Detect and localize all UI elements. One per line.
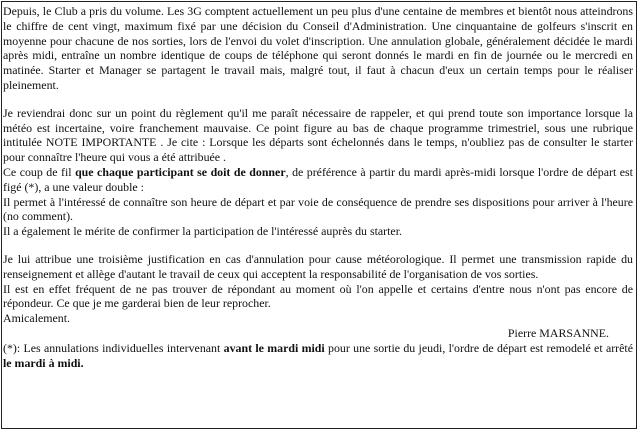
phone-call-text-start: Ce coup de fil [3, 164, 76, 179]
paragraph-first-benefit: Il permet à l'intéressé de connaître son heure de départ et par voie de conséquence de prendre ses dispositions pour arriver à l'heure (no comment). [3, 194, 633, 224]
paragraph-second-benefit: Il a également le mérite de confirmer la participation de l'intéressé auprès du starter. [3, 224, 402, 239]
paragraph-rule-reminder: Je reviendrai donc sur un point du règlement qu'il me paraît nécessaire de rappeler, et qui prend toute son importance lorsque la météo est incertaine, voire franchement mauvaise. Ce point figure au bas de chaque programme trimestriel, sous une rubrique intitulée NOTE IMPORTANTE . Je cite : Lorsque les départs sont échelonnés dans le temps, n'oubliez pas de consulter le starter pour connaître l'heure qui vous a été attribuée . [3, 105, 633, 165]
paragraph-no-answer: Il est en effet fréquent de ne pas trouver de répondant au moment où l'on appelle et certains d'entre nous n'ont pas encore de répondeur. Ce que je me garderai bien de leur reprocher. [3, 281, 633, 311]
footnote-text-start: (*): Les annulations individuelles intervenant [3, 340, 224, 355]
paragraph-phone-call [3, 165, 633, 195]
phone-call-emphasis: que chaque participant se doit de donner [75, 164, 286, 179]
letter-body [3, 4, 633, 370]
paragraph-club-growth: Depuis, le Club a pris du volume. Les 3G comptent actuellement un peu plus d'une centaine de membres et bientôt nous atteindrons le chiffre de cent vingt, maximum fixé par une décision du Conseil d'Administration. Une cinquantaine de golfeurs s'inscrit en moyenne pour chacune de nos sorties, lors de l'envoi du volet d'inscription. Une annulation globale, généralement décidée le mardi après midi, entraîne un nombre identique de coups de téléphone qui seront donnés le mardi en fin de journée ou le mercredi en matinée. Starter et Manager se partagent le travail mais, malgré tout, il faut à chacun d'eux un certain temps pour le réaliser pleinement. [3, 4, 633, 92]
footnote [3, 341, 633, 371]
footnote-text-middle: pour une sortie du jeudi, l'ordre de départ est remodelé et arrêté [324, 340, 633, 355]
footnote-emphasis-deadline: avant le mardi midi [223, 340, 325, 355]
signature-name: Pierre MARSANNE. [507, 325, 609, 340]
footnote-emphasis-time: le mardi à midi. [3, 355, 84, 370]
paragraph-spacer [3, 93, 633, 106]
paragraph-spacer [3, 239, 633, 252]
phone-call-text-end: , de préférence à partir du mardi après-midi lorsque l'ordre de départ est figé (*), a une valeur double : [3, 164, 633, 194]
closing-salutation: Amicalement. [3, 311, 71, 326]
paragraph-weather-justification: Je lui attribue une troisième justification en cas d'annulation pour cause météorologique. Il permet une transmission rapide du renseignement et allège d'autant le travail de ceux qui acceptent la responsabilité de l'organisation de vos sorties. [3, 251, 633, 281]
